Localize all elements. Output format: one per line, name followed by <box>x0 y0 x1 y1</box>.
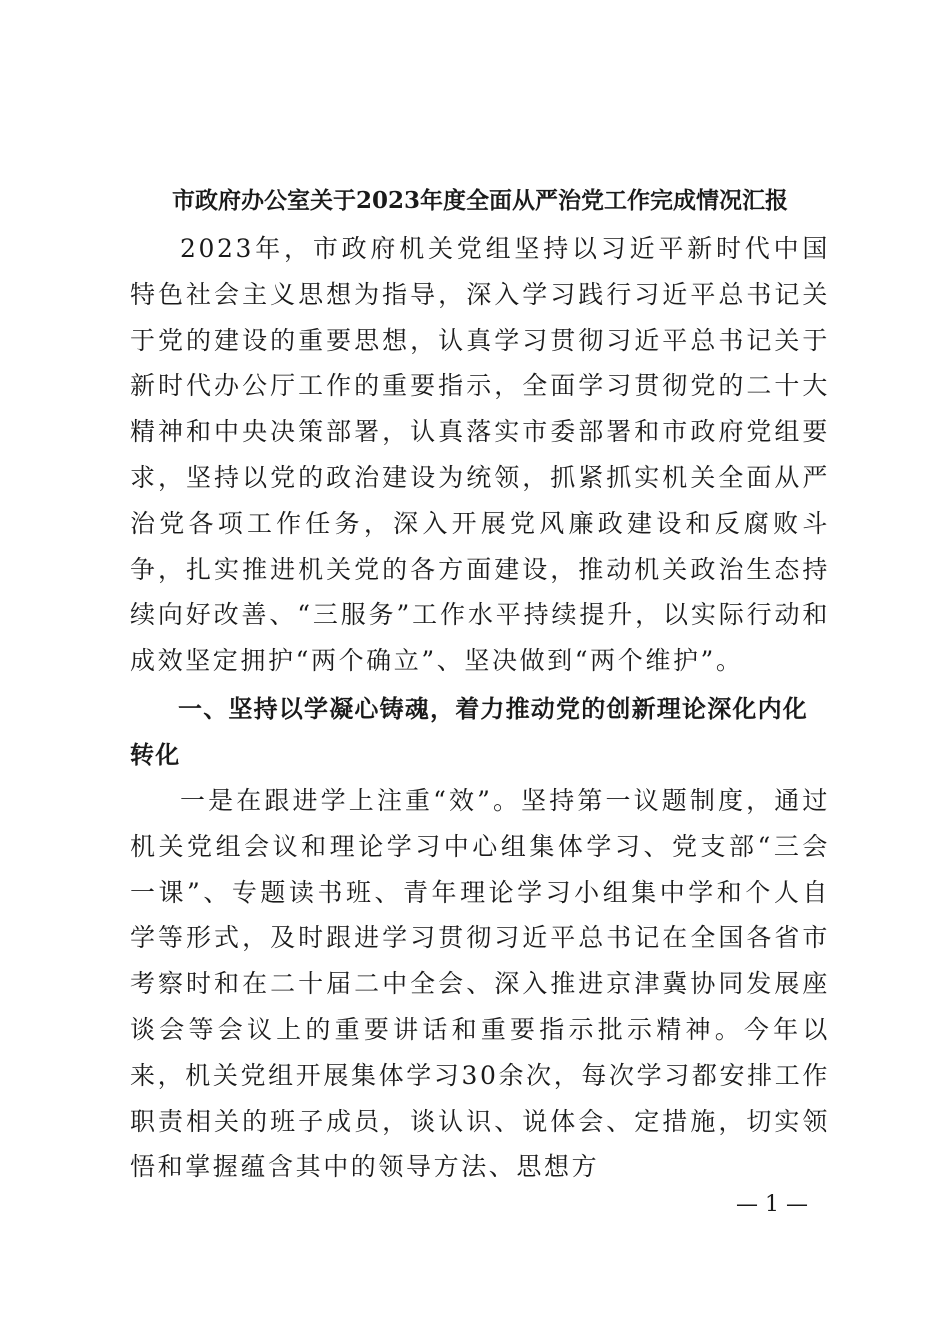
intro-paragraph: 2023年，市政府机关党组坚持以习近平新时代中国特色社会主义思想为指导，深入学习践行习近平总书记关于党的建设的重要思想，认真学习贯彻习近平总书记关于新时代办公厅工作的重要指示，全面学习贯彻党的二十大精神和中央决策部署，认真落实市委部署和市政府党组要求，坚持以党的政治建设为统领，抓紧抓实机关全面从严治党各项工作任务，深入开展党风廉政建设和反腐败斗争，扎实推进机关党的各方面建设，推动机关政治生态持续向好改善、“三服务”工作水平持续提升，以实际行动和成效坚定拥护“两个确立”、坚决做到“两个维护”。 <box>130 234 830 676</box>
section-1-heading: 一、坚持以学凝心铸魂，着力推动党的创新理论深化内化转化 <box>130 695 808 769</box>
page-number: — 1 — <box>736 1192 808 1217</box>
document-title: 市政府办公室关于2023年度全面从严治党工作完成情况汇报 <box>171 187 788 214</box>
section-1-paragraph: 一是在跟进学上注重“效”。坚持第一议题制度，通过机关党组会议和理论学习中心组集体学习、党支部“三会一课”、专题读书班、青年理论学习小组集中学和个人自学等形式，及时跟进学习贯彻习近平总书记在全国各省市考察时和在二十届二中全会、深入推进京津冀协同发展座谈会等会议上的重要讲话和重要指示批示精神。今年以来，机关党组开展集体学习30余次，每次学习都安排工作职责相关的班子成员，谈认识、说体会、定措施，切实领悟和掌握蕴含其中的领导方法、思想方 <box>130 786 830 1182</box>
